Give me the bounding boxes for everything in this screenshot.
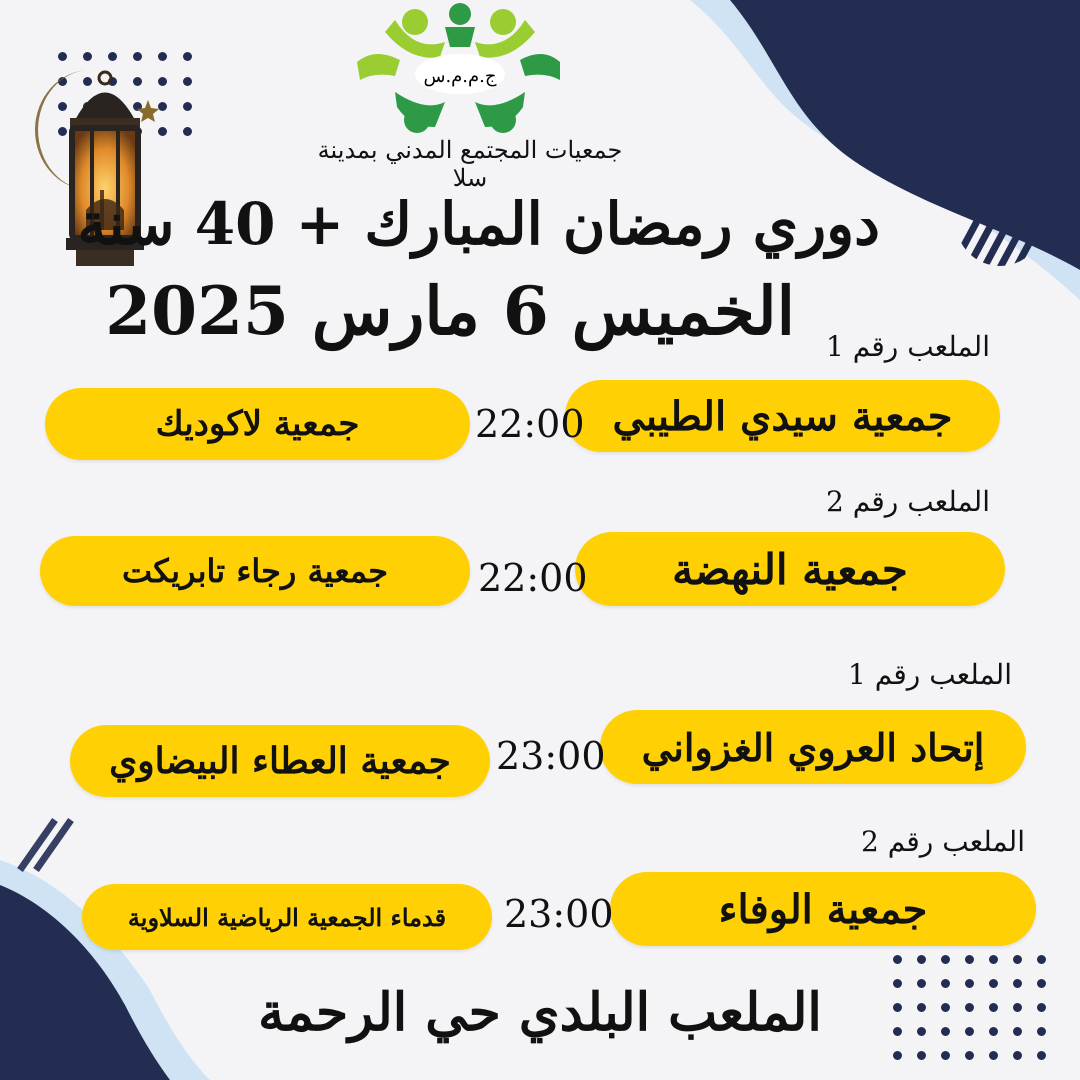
dot-grid-bottom-right <box>893 955 1046 1060</box>
match-time: 23:00 <box>504 892 614 936</box>
home-team-pill: جمعية سيدي الطيبي <box>565 380 1000 452</box>
decorative-dot <box>1013 1027 1022 1036</box>
match-time: 22:00 <box>475 402 585 446</box>
decorative-dot <box>989 1027 998 1036</box>
decorative-dot <box>989 979 998 988</box>
decorative-dot <box>965 1003 974 1012</box>
venue-name: الملعب البلدي حي الرحمة <box>258 982 822 1043</box>
field-label: الملعب رقم 2 <box>826 485 990 518</box>
decorative-dot <box>1037 1027 1046 1036</box>
decorative-dot <box>989 1051 998 1060</box>
match-time: 22:00 <box>478 556 588 600</box>
decorative-dot <box>917 1051 926 1060</box>
field-label: الملعب رقم 1 <box>826 330 990 363</box>
decorative-dot <box>965 955 974 964</box>
decorative-dot <box>183 77 192 86</box>
logo-abbrev: ج.م.م.س <box>423 66 497 87</box>
decorative-dot <box>989 1003 998 1012</box>
field-label: الملعب رقم 1 <box>848 658 1012 691</box>
decorative-dot <box>1013 1051 1022 1060</box>
away-team-pill: جمعية رجاء تابريكت <box>40 536 470 606</box>
decorative-dot <box>917 1003 926 1012</box>
decorative-dot <box>1013 979 1022 988</box>
logo-caption: جمعيات المجتمع المدني بمدينة سلا <box>317 136 623 192</box>
decorative-dot <box>893 1003 902 1012</box>
tournament-title: دوري رمضان المبارك + 40 سنة <box>77 190 880 258</box>
away-team-pill: جمعية لاكوديك <box>45 388 470 460</box>
decorative-dot <box>941 1003 950 1012</box>
decorative-dot <box>917 955 926 964</box>
away-team-pill: جمعية العطاء البيضاوي <box>70 725 490 797</box>
decorative-dot <box>941 955 950 964</box>
association-logo <box>355 2 565 142</box>
decorative-dot <box>941 1051 950 1060</box>
home-team-pill: جمعية الوفاء <box>610 872 1036 946</box>
decorative-dot <box>941 979 950 988</box>
decorative-dot <box>1013 955 1022 964</box>
away-team-pill: قدماء الجمعية الرياضية السلاوية <box>82 884 492 950</box>
field-label: الملعب رقم 2 <box>861 825 1025 858</box>
decorative-dot <box>183 127 192 136</box>
decorative-dot <box>183 102 192 111</box>
decorative-dot <box>183 52 192 61</box>
home-team-pill: جمعية النهضة <box>575 532 1005 606</box>
match-time: 23:00 <box>496 734 606 778</box>
decorative-dot <box>1037 1051 1046 1060</box>
decorative-dot <box>965 1027 974 1036</box>
decorative-dot <box>1037 955 1046 964</box>
match-date: الخميس 6 مارس 2025 <box>105 272 795 350</box>
home-team-pill: إتحاد العروي الغزواني <box>600 710 1026 784</box>
decorative-dot <box>893 1051 902 1060</box>
decorative-dot <box>941 1027 950 1036</box>
decorative-dot <box>917 1027 926 1036</box>
decorative-dot <box>1037 979 1046 988</box>
decorative-dot <box>893 979 902 988</box>
decorative-dot <box>1013 1003 1022 1012</box>
decorative-dot <box>989 955 998 964</box>
decorative-dot <box>965 1051 974 1060</box>
decorative-dot <box>1037 1003 1046 1012</box>
decorative-dot <box>893 955 902 964</box>
decorative-dot <box>893 1027 902 1036</box>
decorative-dot <box>917 979 926 988</box>
decorative-dot <box>965 979 974 988</box>
